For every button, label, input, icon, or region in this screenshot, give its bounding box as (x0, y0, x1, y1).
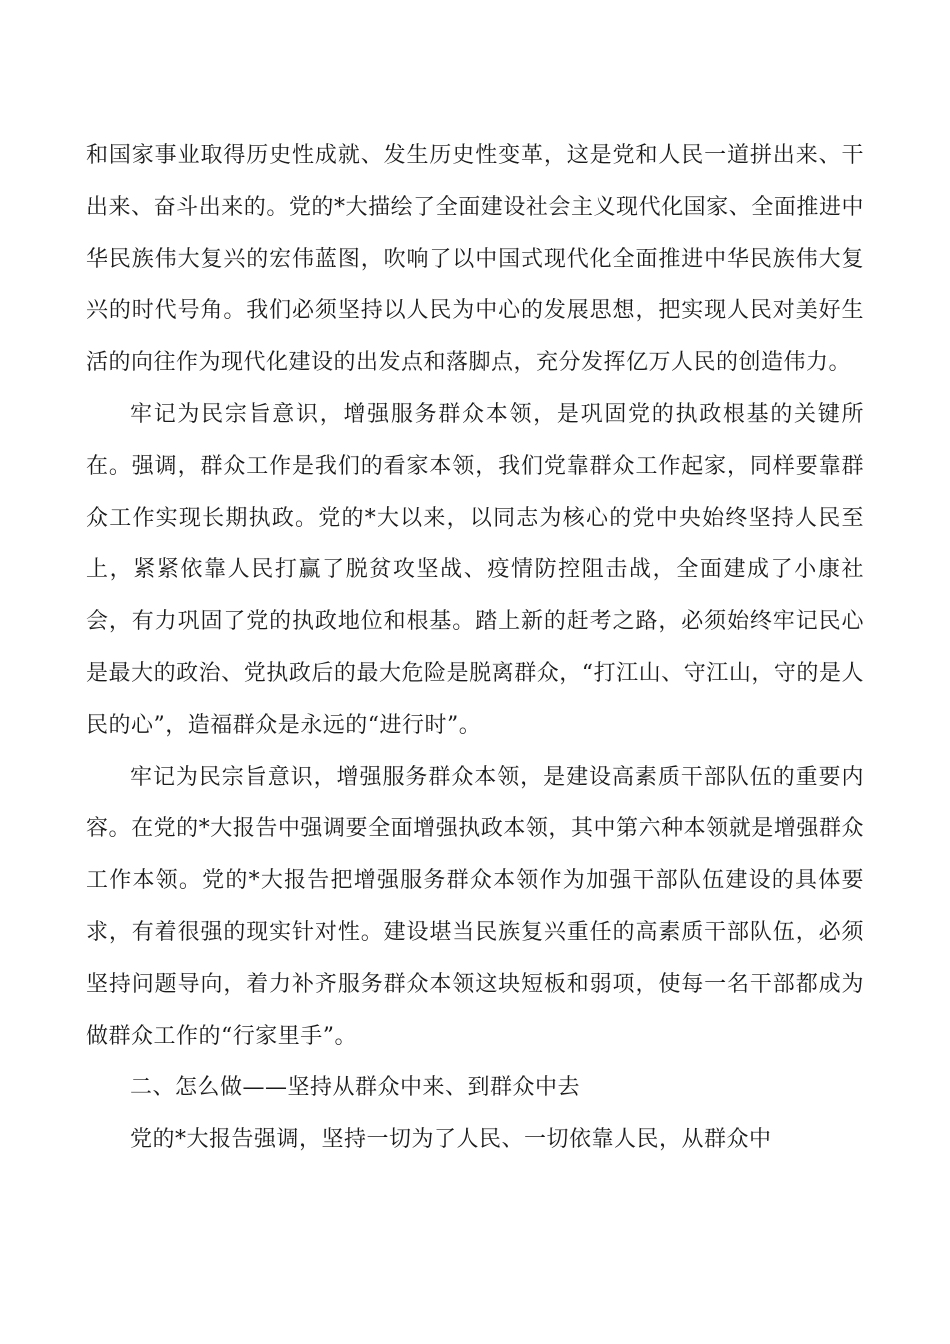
paragraph-party-foundation: 牢记为民宗旨意识，增强服务群众本领，是巩固党的执政根基的关键所在。强调，群众工作是我们的看家本领，我们党靠群众工作起家，同样要靠群众工作实现长期执政。党的*大以来，以同志为核心的党中央始终坚持人民至上，紧紧依靠人民打赢了脱贫攻坚战、疫情防控阻击战，全面建成了小康社会，有力巩固了党的执政地位和根基。踏上新的赶考之路，必须始终牢记民心是最大的政治、党执政后的最大危险是脱离群众，“打江山、守江山，守的是人民的心”，造福群众是永远的“进行时”。 (86, 401, 864, 738)
section-heading: 二、怎么做——坚持从群众中来、到群众中去 (130, 1075, 581, 1101)
paragraph-continued: 和国家事业取得历史性成就、发生历史性变革，这是党和人民一道拼出来、干出来、奋斗出来的。党的*大描绘了全面建设社会主义现代化国家、全面推进中华民族伟大复兴的宏伟蓝图，吹响了以中国式现代化全面推进中华民族伟大复兴的时代号角。我们必须坚持以人民为中心的发展思想，把实现人民对美好生活的向往作为现代化建设的出发点和落脚点，充分发挥亿万人民的创造伟力。 (86, 143, 864, 376)
document-body (86, 130, 864, 1166)
paragraph-cadre-team: 牢记为民宗旨意识，增强服务群众本领，是建设高素质干部队伍的重要内容。在党的*大报告中强调要全面增强执政本领，其中第六种本领就是增强群众工作本领。党的*大报告把增强服务群众本领作为加强干部队伍建设的具体要求，有着很强的现实针对性。建设堪当民族复兴重任的高素质干部队伍，必须坚持问题导向，着力补齐服务群众本领这块短板和弱项，使每一名干部都成为做群众工作的“行家里手”。 (86, 764, 864, 1049)
paragraph-report-emphasis: 党的*大报告强调，坚持一切为了人民、一切依靠人民，从群众中 (130, 1127, 772, 1153)
